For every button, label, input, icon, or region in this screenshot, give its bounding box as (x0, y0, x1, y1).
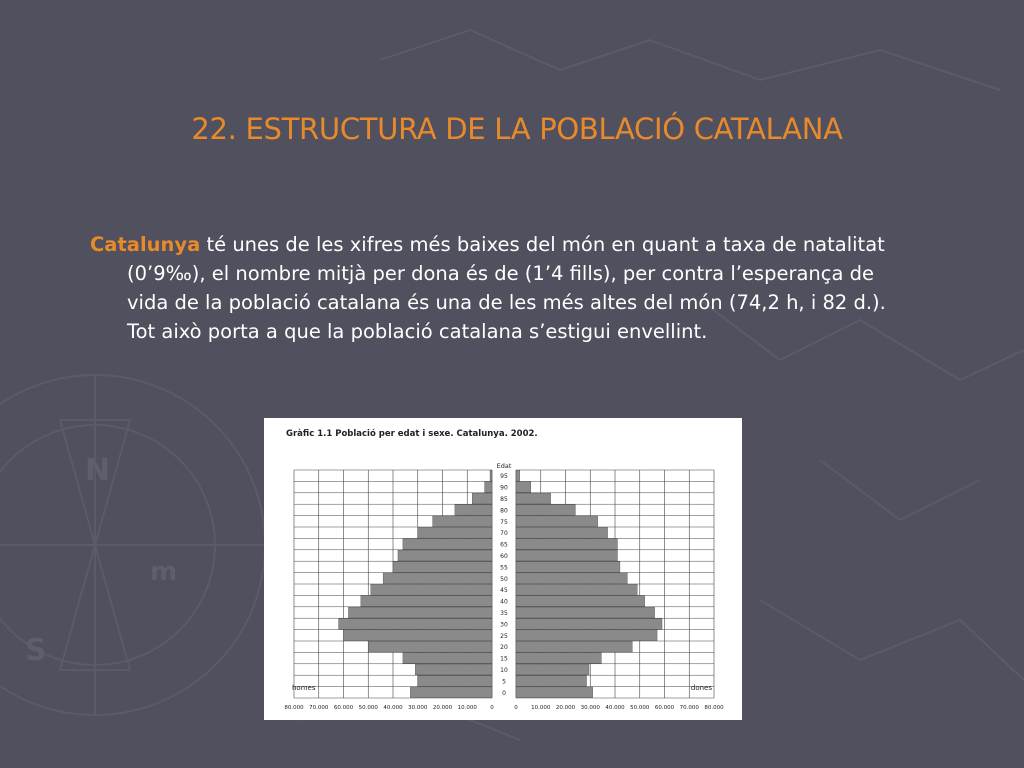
x-tick-label: 30.000 (580, 705, 600, 711)
y-tick-label: 40 (500, 598, 508, 606)
bar-homes-35-39 (348, 607, 492, 618)
bar-homes-55-59 (393, 562, 492, 573)
bar-homes-15-19 (403, 653, 492, 664)
paragraph-text: té unes de les xifres més baixes del món en quant a taxa de natalitat (0’9‰), el nombre mitjà per dona és de (1’4 fills), per contra l’esperança de vida de la població catalana és una de les més altes del món (74,2 h, i 82 d.). Tot això porta a que la població catalana s’estigui envellint. (127, 233, 886, 343)
bar-dones-95-99 (516, 470, 520, 481)
y-tick-label: 85 (500, 496, 508, 503)
bar-homes-50-54 (383, 573, 492, 584)
x-tick-label: 40.000 (605, 705, 625, 711)
bar-dones-80-84 (516, 505, 575, 516)
bar-dones-30-34 (516, 619, 662, 630)
bar-dones-70-74 (516, 527, 608, 538)
bar-dones-40-44 (516, 596, 645, 607)
x-tick-label: 50.000 (358, 705, 378, 711)
bar-homes-25-29 (344, 630, 493, 641)
bar-dones-60-64 (516, 550, 617, 561)
y-tick-label: 30 (500, 621, 508, 629)
bar-dones-0-4 (516, 687, 593, 698)
bar-dones-35-39 (516, 607, 655, 618)
slide-title: 22. ESTRUCTURA DE LA POBLACIÓ CATALANA (191, 112, 843, 146)
right-series-label: dones (690, 684, 712, 692)
bar-homes-0-4 (410, 687, 492, 698)
x-tick-label: 40.000 (383, 705, 403, 711)
y-tick-label: 50 (500, 575, 508, 583)
bar-homes-70-74 (418, 527, 492, 538)
left-series-label: homes (292, 684, 316, 692)
bar-dones-90-94 (516, 482, 531, 493)
x-tick-label: 0 (514, 705, 518, 711)
bar-homes-30-34 (339, 619, 492, 630)
population-pyramid-figure (264, 418, 742, 720)
y-tick-label: 60 (500, 553, 508, 560)
x-tick-label: 80.000 (284, 705, 304, 711)
bar-dones-75-79 (516, 516, 598, 527)
bar-homes-10-14 (415, 664, 492, 675)
x-tick-label: 10.000 (457, 705, 477, 711)
bar-dones-15-19 (516, 653, 601, 664)
chart-grid (294, 470, 714, 698)
y-tick-label: 5 (502, 678, 506, 686)
bar-homes-60-64 (398, 550, 492, 561)
x-tick-label: 80.000 (704, 705, 724, 711)
bar-dones-85-89 (516, 493, 551, 504)
bar-homes-95-99 (490, 470, 492, 481)
bar-homes-90-94 (485, 482, 492, 493)
bar-homes-5-9 (418, 676, 492, 687)
highlight-word: Catalunya (90, 233, 201, 256)
y-tick-label: 20 (500, 644, 508, 652)
y-tick-label: 70 (500, 530, 508, 538)
x-tick-label: 60.000 (333, 705, 354, 711)
y-tick-label: 55 (500, 564, 508, 572)
x-tick-label: 0 (490, 705, 494, 711)
y-tick-label: 0 (502, 689, 506, 697)
bar-dones-5-9 (516, 676, 587, 687)
bar-homes-20-24 (368, 641, 492, 652)
bar-dones-55-59 (516, 562, 620, 573)
chart-title: Gràfic 1.1 Població per edat i sexe. Catalunya. 2002. (286, 429, 538, 439)
y-tick-label: 10 (500, 667, 508, 674)
bar-homes-75-79 (433, 516, 492, 527)
x-tick-label: 70.000 (679, 705, 699, 711)
population-pyramid-chart (264, 418, 742, 720)
bar-homes-80-84 (455, 505, 492, 516)
bar-dones-25-29 (516, 630, 657, 641)
bar-dones-65-69 (516, 539, 617, 550)
y-tick-label: 15 (500, 655, 508, 663)
bar-homes-45-49 (371, 584, 492, 595)
y-tick-label: 45 (500, 587, 508, 595)
y-tick-label: 90 (500, 484, 508, 492)
x-tick-label: 50.000 (630, 705, 650, 711)
bar-dones-50-54 (516, 573, 627, 584)
svg-text:S: S (25, 633, 47, 668)
x-tick-label: 20.000 (555, 705, 576, 711)
svg-text:m: m (150, 557, 178, 587)
x-axis-ticks (284, 705, 724, 711)
y-tick-label: 25 (500, 632, 508, 640)
x-tick-label: 10.000 (531, 705, 551, 711)
bar-homes-85-89 (472, 493, 492, 504)
bar-dones-10-14 (516, 664, 589, 675)
y-tick-label: 95 (500, 473, 508, 481)
bar-dones-20-24 (516, 641, 632, 652)
y-axis-ticks (500, 473, 508, 697)
x-tick-label: 60.000 (654, 705, 675, 711)
x-tick-label: 70.000 (309, 705, 329, 711)
svg-text:N: N (85, 453, 111, 488)
bar-dones-45-49 (516, 584, 637, 595)
x-tick-label: 20.000 (432, 705, 453, 711)
bar-homes-65-69 (403, 539, 492, 550)
bar-homes-40-44 (361, 596, 492, 607)
y-tick-label: 35 (500, 610, 508, 617)
y-tick-label: 75 (500, 518, 508, 526)
y-tick-label: 80 (500, 507, 508, 515)
y-tick-label: 65 (500, 541, 508, 549)
x-tick-label: 30.000 (408, 705, 428, 711)
y-axis-label: Edat (496, 462, 512, 470)
body-paragraph (90, 230, 920, 346)
